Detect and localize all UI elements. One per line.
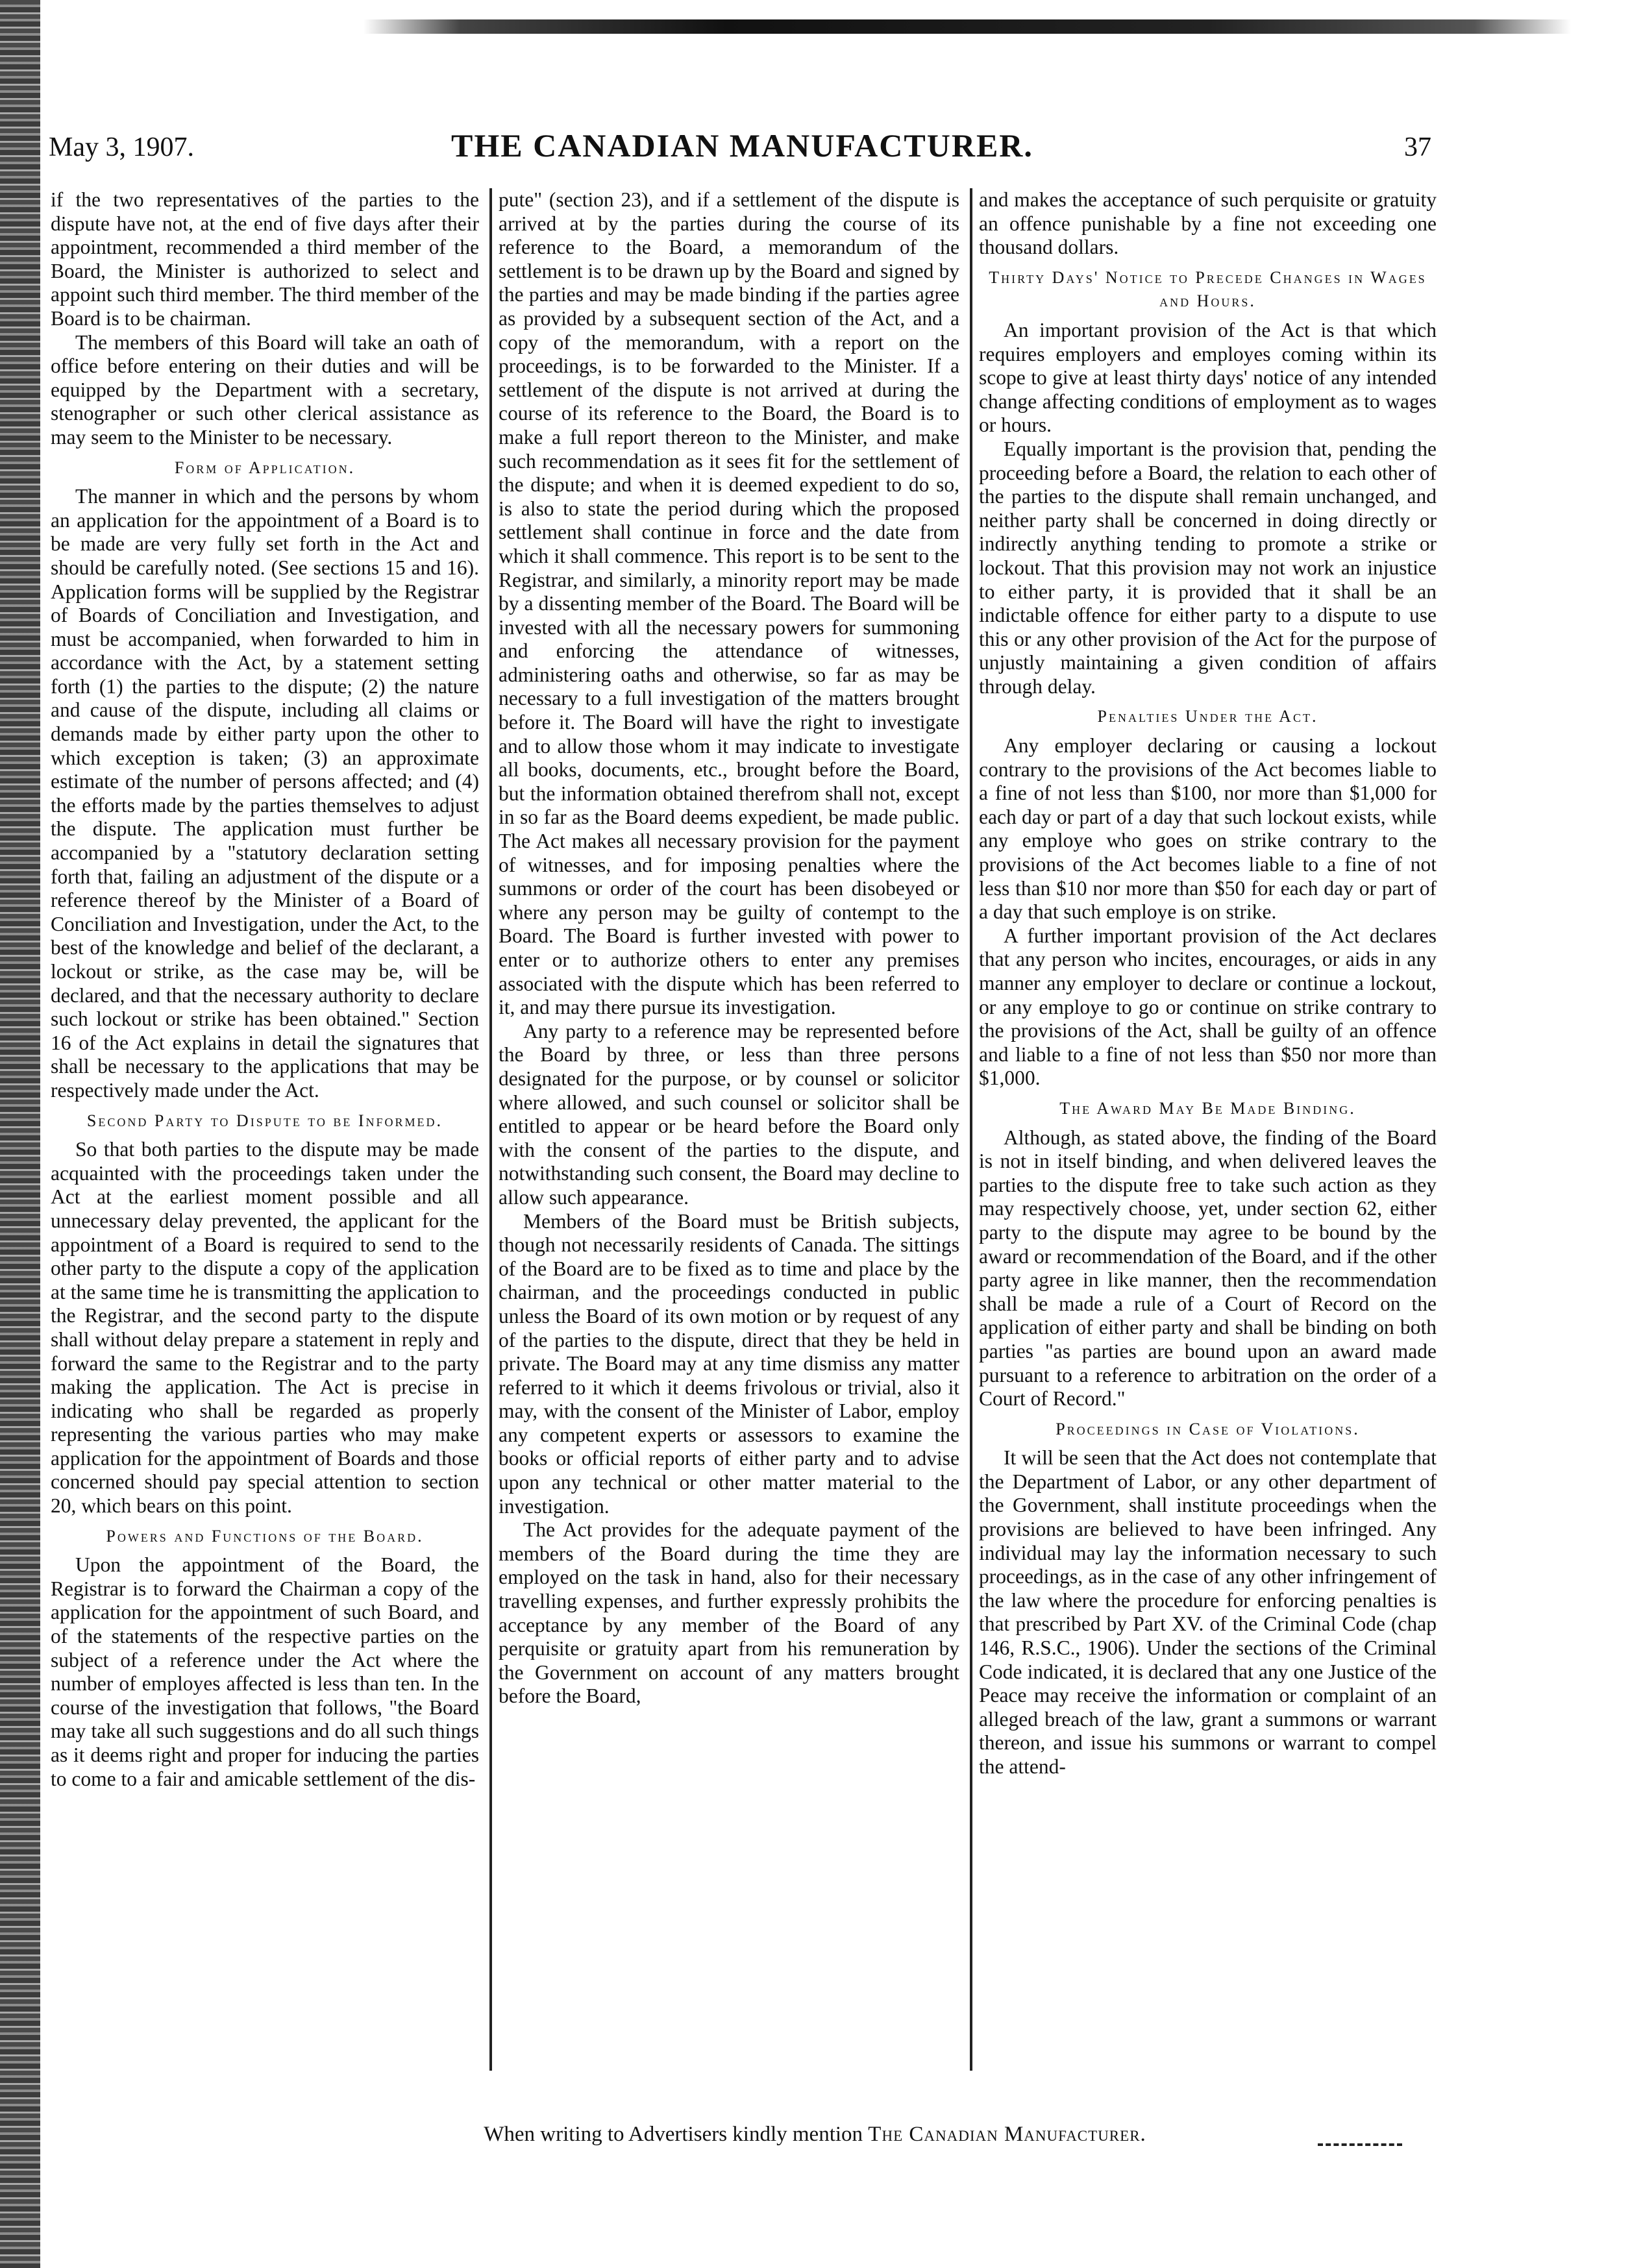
paragraph: Any employer declaring or causing a lockout contrary to the provisions of the Act becomes liable to a fine of not less than $100, nor more than $1,000 for each day or part of a day that such lockout exists, while any employe who goes on strike contrary to the provisions of the Act becomes liable to a fine of not less than $10 nor more than $50 for each day or part of a day that such employe is on strike. [979,734,1437,924]
paragraph: Although, as stated above, the finding of the Board is not in itself binding, and when delivered leaves the parties to the dispute free to take such action as they may respectively choose, yet, under section 62, either party to the dispute may agree to be bound by the award or recommendation of the Board, and if the other party agree in like manner, then the recommendation shall be made a rule of a Court of Record on the application of either party and shall be binding on both parties "as parties are bound upon an award made pursuant to a reference to arbitration on the order of a Court of Record." [979,1126,1437,1411]
paragraph: An important provision of the Act is that which requires employers and employes coming within its scope to give at least thirty days' notice of any intended change affecting conditions of employment as to wages or hours. [979,318,1437,437]
paragraph: Upon the appointment of the Board, the Registrar is to forward the Chairman a copy of the application for the appointment of such Board, and of the statements of the respective parties on the subject of a reference under the Act where the number of employes affected is less than ten. In the course of the investigation that follows, "the Board may take all such suggestions and do all such things as it deems right and proper for inducing the parties to come to a fair and amicable settlement of the dis- [51,1553,479,1790]
section-heading: Form of Application. [174,458,356,477]
article-column-2 [499,188,959,2084]
page-header [49,127,1431,179]
article-column-3 [979,188,1437,2084]
printer-mark [1318,2117,1402,2146]
publication-title: THE CANADIAN MANUFACTURER. [451,127,1033,164]
scanned-page-edge [0,0,40,2268]
issue-date: May 3, 1907. [49,132,194,162]
section-heading: Thirty Days' Notice to Precede Changes in Wages and Hours. [989,267,1427,311]
paragraph: It will be seen that the Act does not contemplate that the Department of Labor, or any other department of the Government, shall institute proceedings when the provisions are believed to have been infringed. Any individual may lay the information necessary to such proceedings, as in the case of any other infringement of the law where the procedure for enforcing penalties is that prescribed by Part XV. of the Criminal Code (chap 146, R.S.C., 1906). Under the sections of the Criminal Code indicated, it is declared that any one Justice of the Peace may receive the information or complaint of an alleged breach of the law, grant a summons or warrant thereon, and issue his summons or warrant to compel the attend- [979,1446,1437,1778]
section-heading: Proceedings in Case of Violations. [1056,1419,1360,1438]
paragraph: if the two representatives of the parties to the dispute have not, at the end of five days after their appointment, recommended a third member of the Board, the Minister is authorized to select and appoint such third member. The third member of the Board is to be chairman. [51,188,479,330]
paragraph: Equally important is the provision that, pending the proceeding before a Board, the relation to each other of the parties to the dispute shall remain unchanged, and neither party shall be concerned in doing directly or indirectly anything tending to promote a strike or lockout. That this provision may not work an injustice to either party, it is provided that it shall be an indictable offence for either party to a dispute to use this or any other provision of the Act for the purpose of unjustly maintaining a given condition of affairs through delay. [979,437,1437,698]
footer-brand: The Canadian Manufacturer. [868,2123,1146,2146]
paragraph: The Act provides for the adequate payment of the members of the Board during the time they are employed on the task in hand, also for their necessary travelling expenses, and further expressly prohibits the acceptance by any member of the Board of any perquisite or gratuity apart from his remuneration by the Government on account of any matters brought before the Board, [499,1518,959,1708]
paragraph: and makes the acceptance of such perquisite or gratuity an offence punishable by a fine not exceeding one thousand dollars. [979,188,1437,259]
section-heading: Powers and Functions of the Board. [106,1526,424,1546]
paragraph: Members of the Board must be British subjects, though not necessarily residents of Canada. The sittings of the Board are to be fixed as to time and place by the chairman, and the proceedings conducted in public unless the Board of its own motion or by request of any of the parties to the dispute, direct that they be held in private. The Board may at any time dismiss any matter referred to it which it deems frivolous or trivial, also it may, with the consent of the Minister of Labor, employ any competent experts or assessors to examine the books or official reports of either party and to advise upon any technical or other matter material to the investigation. [499,1209,959,1518]
page-number: 37 [1404,132,1431,162]
paragraph: pute" (section 23), and if a settlement of the dispute is arrived at by the parties during the course of its reference to the Board, a memorandum of the settlement is to be drawn up by the Board and signed by the parties and may be made binding if the parties agree as provided by a subsequent section of the Act, and a copy of the memorandum, with a report on the proceedings, is to be forwarded to the Minister. If a settlement of the dispute is not arrived at during the course of its reference to the Board, the Board is to make a full report thereon to the Minister, and make such recommendation as it sees fit for the settlement of the dispute; and when it is deemed expedient to do so, is also to state the period during which the proposed settlement shall continue in force and the date from which it shall commence. This report is to be sent to the Registrar, and similarly, a minority report may be made by a dissenting member of the Board. The Board will be invested with all the necessary powers for summoning and enforcing the attendance of witnesses, administering oaths and otherwise, so far as may be necessary to a full investigation of the matters brought before it. The Board will have the right to investigate and to allow those whom it may indicate to investigate all books, documents, etc., brought before the Board, but the information obtained therefrom shall not, except in so far as the Board deems expedient, be made public. The Act makes all necessary provision for the payment of witnesses, and for imposing penalties where the summons or order of the court has been disobeyed or where any person may be guilty of contempt to the Board. The Board is further invested with power to enter or to authorize others to enter any premises associated with the dispute which has been referred to it, and may there pursue its investigation. [499,188,959,1019]
paragraph: The manner in which and the persons by whom an application for the appointment of a Board is to be made are very fully set forth in the Act and should be carefully noted. (See sections 15 and 16). Application forms will be supplied by the Registrar of Boards of Conciliation and Investigation, and must be accompanied, when forwarded to him in accordance with the Act, by a statement setting forth (1) the parties to the dispute; (2) the nature and cause of the dispute, including all claims or demands made by either party upon the other to which exception is taken; (3) an approximate estimate of the number of persons affected; and (4) the efforts made by the parties themselves to adjust the dispute. The application must further be accompanied by a "statutory declaration setting forth that, failing an adjustment of the dispute or a reference thereof by the Minister of a Board of Conciliation and Investigation, under the Act, to the best of the knowledge and belief of the declarant, a lockout or strike, as the case may be, will be declared, and that the necessary authority to declare such lockout or strike has been obtained." Section 16 of the Act explains in detail the signatures that shall be necessary to the applications that may be respectively made under the Act. [51,485,479,1102]
article-column-1 [51,188,479,2084]
paragraph: The members of this Board will take an oath of office before entering on their duties and will be equipped by the Department with a secretary, stenographer or such other clerical assistance as may seem to the Minister to be necessary. [51,330,479,449]
paragraph: A further important provision of the Act declares that any person who incites, encourages, or aids in any manner any employer to declare or continue a lockout, or any employe to go or continue on strike contrary to the provisions of the Act, shall be guilty of an offence and liable to a fine of not less than $50 nor more than $1,000. [979,924,1437,1090]
section-heading: The Award May Be Made Binding. [1059,1098,1356,1118]
column-divider [970,188,972,2071]
paragraph: Any party to a reference may be represented before the Board by three, or less than three persons designated for the purpose, or by counsel or solicitor where allowed, and such counsel or solicitor shall be entitled to appear or be heard before the Board only with the consent of the parties to the dispute, and notwithstanding such consent, the Board may decline to allow such appearance. [499,1019,959,1209]
section-heading: Penalties Under the Act. [1097,707,1318,726]
top-ornamental-rule [364,19,1571,34]
footer-text: When writing to Advertisers kindly mention [484,2123,863,2146]
section-heading: Second Party to Dispute to be Informed. [86,1111,443,1130]
column-divider [489,188,492,2071]
paragraph: So that both parties to the dispute may be made acquainted with the proceedings taken under the Act at the earliest moment possible and all unnecessary delay prevented, the applicant for the appointment of a Board is required to send to the other party to the dispute a copy of the application at the same time he is transmitting the application to the Registrar, and the second party to the dispute shall without delay prepare a statement in reply and forward the same to the Registrar and to the party making the application. The Act is precise in indicating who shall be regarded as properly representing the various parties who may make application for the appointment of Boards and those concerned should pay special attention to section 20, which bears on this point. [51,1138,479,1518]
